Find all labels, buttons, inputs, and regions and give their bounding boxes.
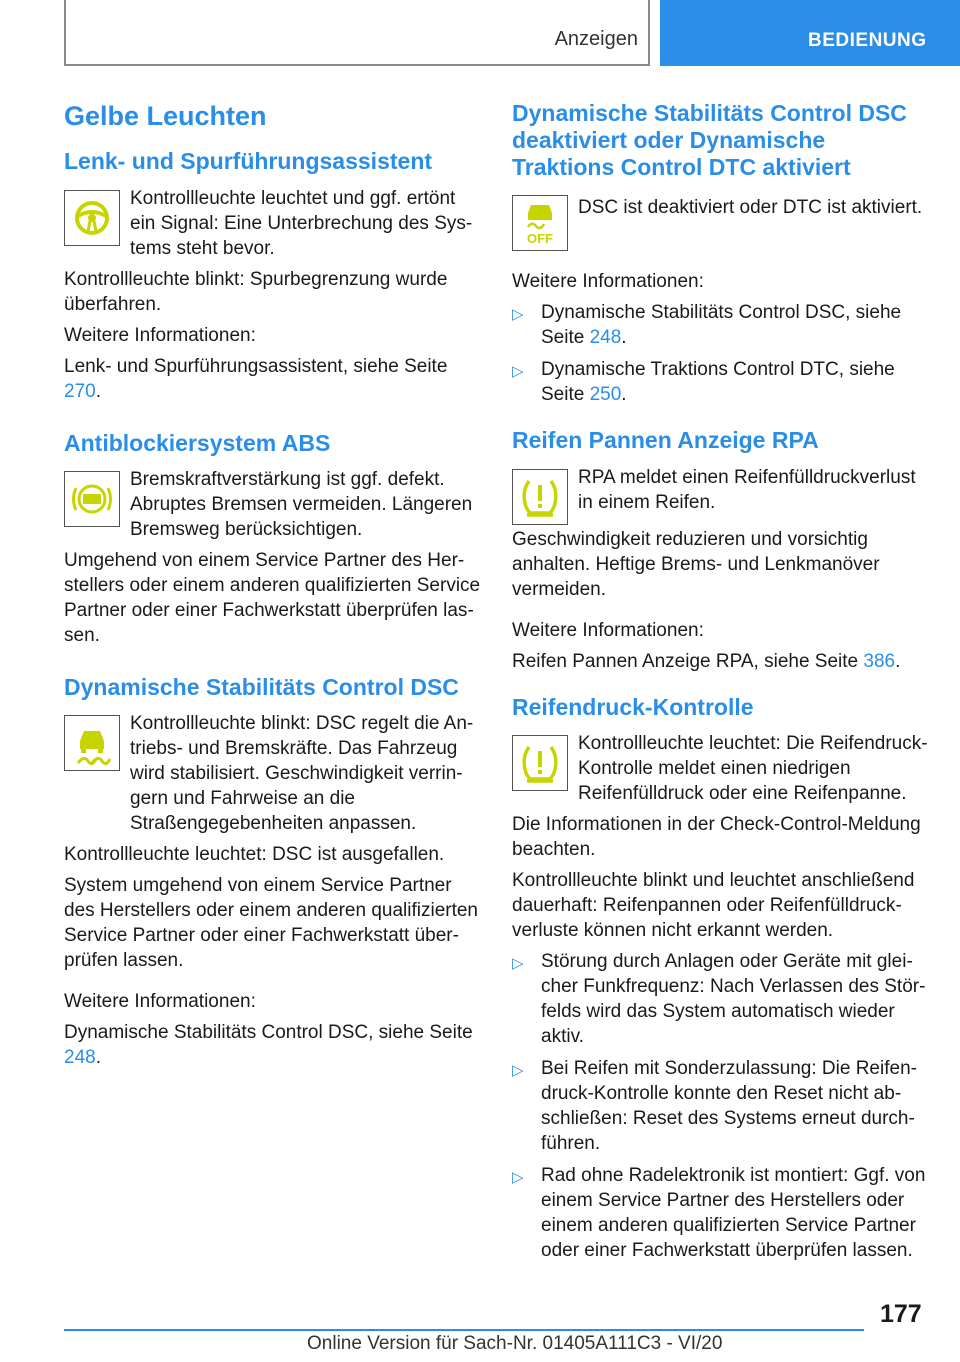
dsc-text-1: Kontrollleuchte blinkt: DSC regelt die Antriebs- und Bremskräfte. Das Fahrzeug wird stabilisiert. Geschwindigkeit verringern und Fahrweise an die Straßengegebenheiten anpassen. [130,712,474,834]
dsc-off-text-1: DSC ist deaktiviert oder DTC ist aktiviert. [578,197,923,219]
page-link-386[interactable]: 386 [863,650,896,672]
rpa-text-2: Geschwindigkeit reduzieren und vorsichtig anhalten. Heftige Brems- und Lenkmanöver vermeiden. [512,528,880,600]
page-title: Gelbe Leuchten [64,101,267,131]
footer-version-text: Online Version für Sach-Nr. 01405A111C3 - VI/20 [307,1333,723,1354]
section-heading-abs: Antiblockiersystem ABS [64,429,331,456]
section-heading-lane-assist: Lenk- und Spurführungsassistent [64,148,433,175]
list-item: ▷ Dynamische Traktions Control DTC, siehe Seite 250. [512,359,895,406]
rpa-text-3: Weitere Informationen: [512,619,704,641]
footer-divider [64,1329,864,1331]
abs-text-2: Umgehend von einem Service Partner des Herstellers oder einem anderen qualifizierten Service Partner oder einer Fachwerkstatt überprüfen lassen. [64,549,481,646]
page-link-248[interactable]: 248 [589,327,622,349]
rdc-text-1: Kontrollleuchte leuchtet: Die Reifendruck-Kontrolle meldet einen niedrigen Reifenfülldruck oder eine Reifenpanne. [578,732,928,804]
section-heading-rdc: Reifendruck-Kontrolle [512,693,754,720]
rdc-text-3: Kontrollleuchte blinkt und leuchtet anschließend dauerhaft: Reifenpannen oder Reifenfülldruckverluste können nicht erkannt werden. [512,869,915,941]
section-heading-dsc-off: Dynamische Stabilitäts Control DSC deaktiviert oder Dynamische Traktions Control DTC aktiviert [512,100,907,181]
rpa-reference: Reifen Pannen Anzeige RPA, siehe Seite 386. [512,650,901,672]
bullet-triangle-icon: ▷ [512,1168,524,1186]
lane-assist-text-2: Kontrollleuchte blinkt: Spurbegrenzung wurde überfahren. [64,268,448,315]
rdc-text-2: Die Informationen in der Check-Control-Meldung beachten. [512,813,921,860]
page-link-248[interactable]: 248 [64,1046,96,1068]
lane-assist-block [64,186,482,261]
dsc-block [64,711,482,836]
abs-block [64,467,482,542]
tire-pressure-warning-icon [512,469,568,525]
list-item: ▷ Störung durch Anlagen oder Geräte mit gleicher Funkfrequenz: Nach Verlassen des Störfelds wird das System automatisch wieder aktiv. [512,950,926,1047]
bullet-triangle-icon: ▷ [512,1061,524,1079]
bullet-triangle-icon: ▷ [512,306,524,324]
dsc-icon [64,715,120,771]
tire-pressure-monitor-icon [512,735,568,791]
page-number: 177 [880,1300,922,1328]
section-heading-rpa: Reifen Pannen Anzeige RPA [512,427,819,454]
rpa-block [512,465,932,527]
section-heading-dsc: Dynamische Stabilitäts Control DSC [64,673,459,700]
left-column [64,100,482,1076]
steering-wheel-lane-icon [64,190,120,246]
dsc-off-icon [512,195,568,251]
right-column [512,100,932,1271]
bullet-triangle-icon: ▷ [512,954,524,972]
page-header [0,0,960,66]
rdc-block [512,731,932,806]
list-item: ▷ Rad ohne Radelektronik ist montiert: Ggf. von einem Service Partner des Herstellers oder einem anderen qualifizierten Service Partner oder einer Fachwerkstatt überprüfen lassen. [512,1164,926,1261]
list-item: ▷ Bei Reifen mit Sonderzulassung: Die Reifendruck-Kontrolle konnte den Reset nicht abschließen: Reset des Systems erneut durchführen. [512,1057,917,1154]
rdc-cause-list [512,949,932,1263]
dsc-off-text-2: Weitere Informationen: [512,271,704,293]
abs-icon [64,471,120,527]
page-link-270[interactable]: 270 [64,380,96,402]
dsc-off-block [512,195,932,257]
lane-assist-text-1: Kontrollleuchte leuchtet und ggf. ertönt ein Signal: Eine Unterbrechung des Systems steht bevor. [130,187,473,259]
header-chapter-title: BEDIENUNG [808,30,927,51]
dsc-off-icon-label: OFF [527,231,553,247]
dsc-text-4: Weitere Informationen: [64,990,256,1012]
page-link-250[interactable]: 250 [589,384,622,406]
lane-assist-text-3: Weitere Informationen: [64,324,256,346]
dsc-text-2: Kontrollleuchte leuchtet: DSC ist ausgefallen. [64,843,445,865]
rpa-text-1: RPA meldet einen Reifenfülldruckverlust in einem Reifen. [578,466,916,513]
dsc-off-reference-list [512,300,932,407]
list-item: ▷ Dynamische Stabilitäts Control DSC, siehe Seite 248. [512,302,902,349]
dsc-reference: Dynamische Stabilitäts Control DSC, siehe Seite 248. [64,1021,473,1068]
lane-assist-reference: Lenk- und Spurführungsassistent, siehe Seite 270. [64,355,448,402]
bullet-triangle-icon: ▷ [512,363,524,381]
abs-text-1: Bremskraftverstärkung ist ggf. defekt. Abruptes Bremsen vermeiden. Längeren Bremsweg berücksichtigen. [130,468,473,540]
header-section-title: Anzeigen [554,28,638,50]
dsc-text-3: System umgehend von einem Service Partner des Herstellers oder einem anderen qualifizierten Service Partner oder einer Fachwerkstatt überprüfen lassen. [64,874,479,971]
